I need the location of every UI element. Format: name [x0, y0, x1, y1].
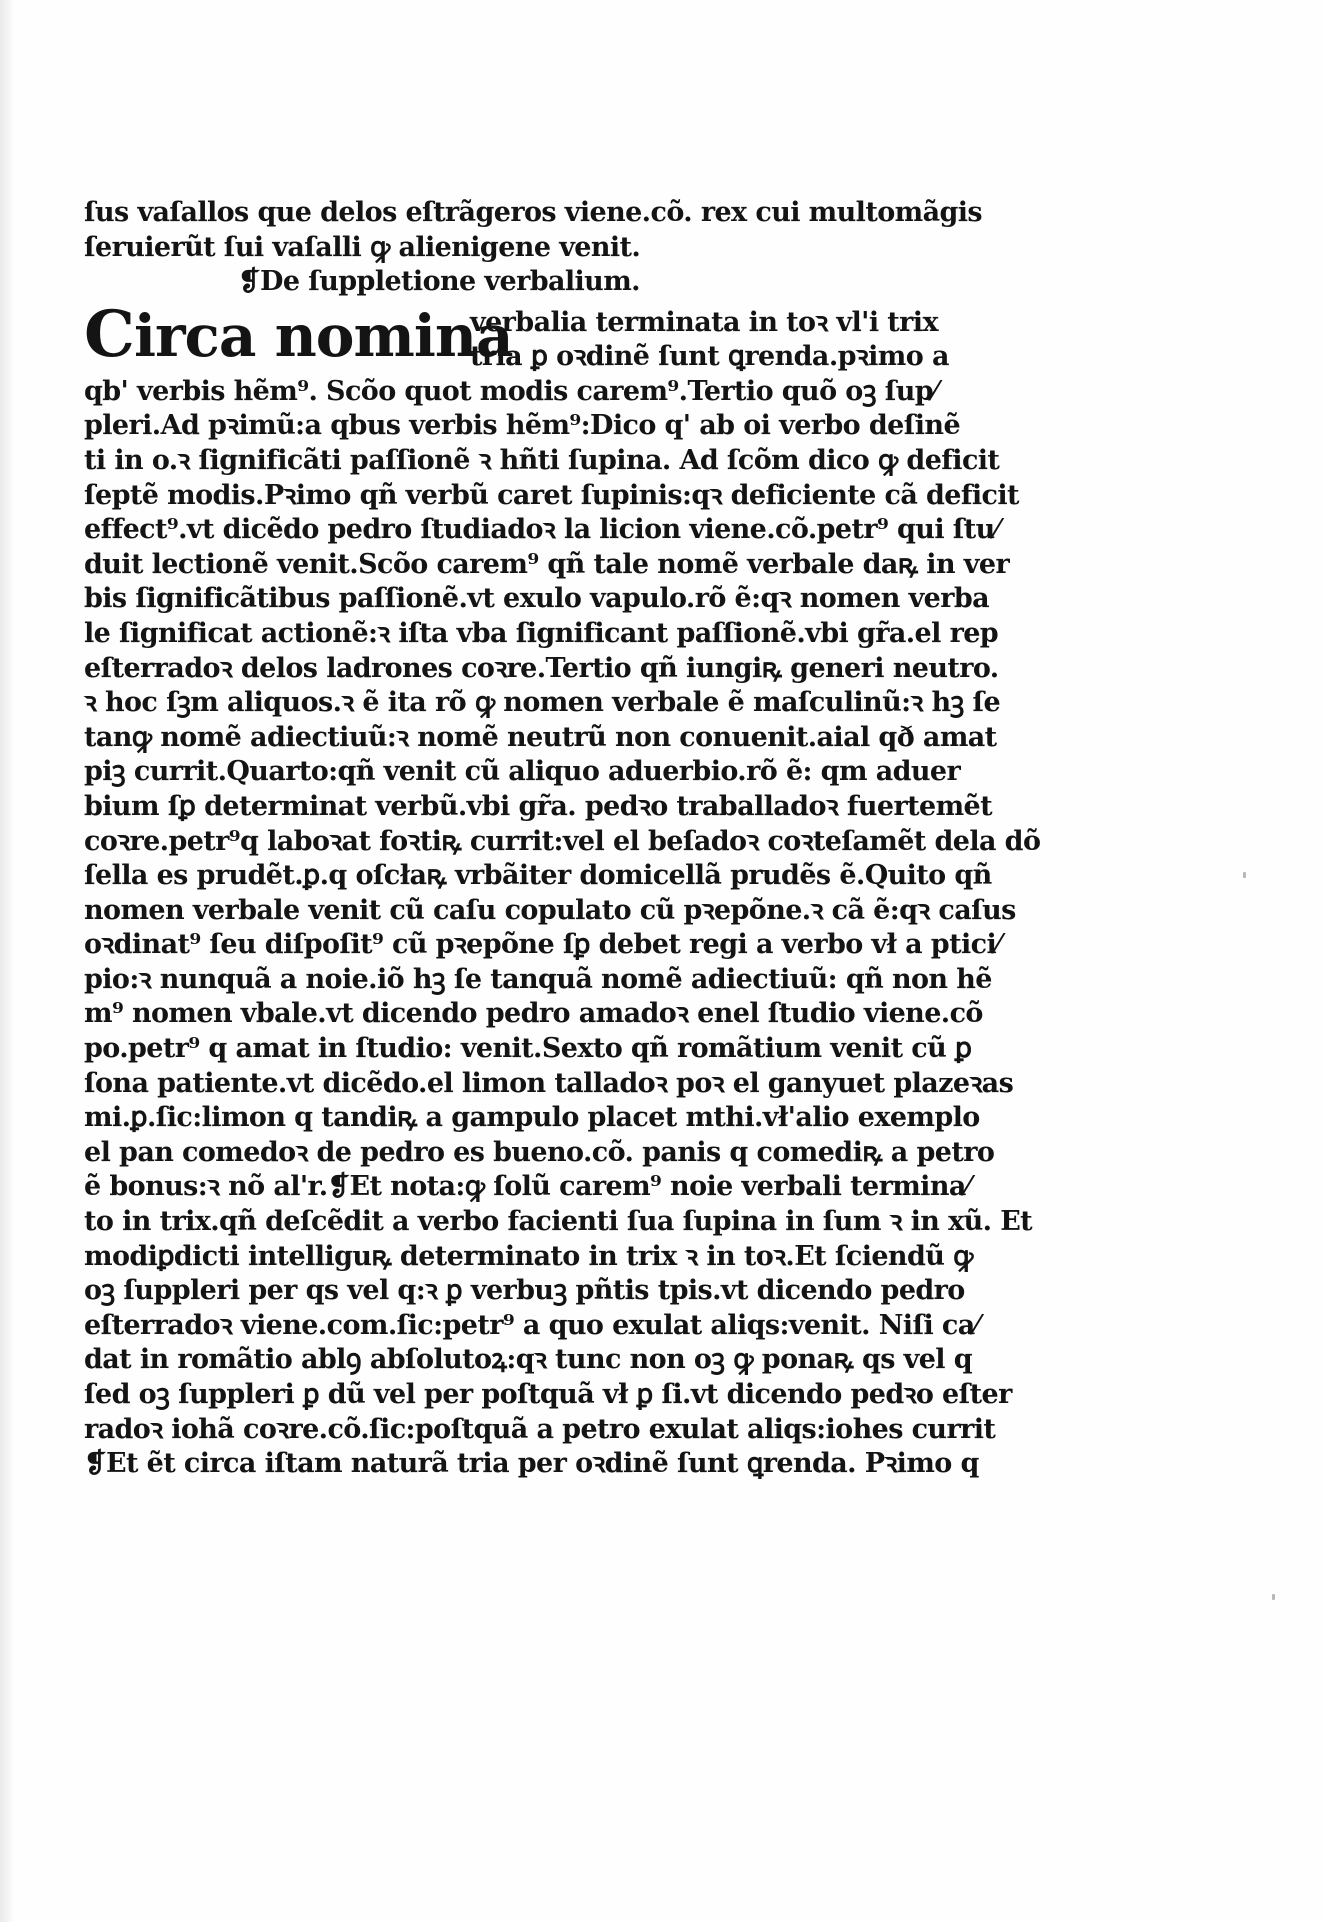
text-line: oꝫ ſuppleri per qs vel q:ꝛ ꝑ verbuꝫ pñtis tpis.vt dicendo pedro	[84, 1275, 965, 1307]
page-edge-shadow	[0, 0, 14, 1922]
opening-lines	[470, 306, 949, 375]
text-line: bium ſꝑ determinat verbũ.vbi gr̃a. pedꝛo traballadoꝛ fuertemẽt	[84, 790, 992, 822]
initial-words	[84, 296, 513, 372]
text-line: ſella es prudẽt.ꝑ.q oſcłaꝶ vrbãiter domicellã prudẽs ẽ.Quito qñ	[84, 860, 992, 892]
text-line: oꝛdinat⁹ ſeu diſpoſit⁹ cũ pꝛepõne ſꝑ debet regi a verbo vł a ptici⁄	[84, 929, 1001, 961]
section-heading: ❡De ſuppletione verbalium.	[238, 266, 640, 298]
text-line: piꝫ currit.Quarto:qñ venit cũ aliquo aduerbio.rõ ẽ: qm aduer	[84, 756, 961, 788]
text-line: verbalia terminata in toꝛ vl'i trix	[470, 306, 938, 338]
text-line: m⁹ nomen vbale.vt dicendo pedro amadoꝛ enel ſtudio viene.cõ	[84, 998, 983, 1030]
text-line: ſeptẽ modis.Pꝛimo qñ verbũ caret ſupinis:qꝛ deficiente cã deficit	[84, 479, 1019, 511]
text-line: radoꝛ iohã coꝛre.cõ.ſic:poſtquã a petro exulat aliqs:iohes currit	[84, 1413, 996, 1445]
text-line: qb' verbis hẽm⁹. Scõo quot modis carem⁹.Tertio quõ oꝫ ſup⁄	[84, 375, 937, 407]
text-line: eſterradoꝛ viene.com.ſic:petr⁹ a quo exulat aliqs:venit. Niſi ca⁄	[84, 1309, 979, 1341]
text-line: to in trix.qñ deſcẽdit a verbo facienti ſua ſupina in ſum ꝛ in xũ. Et	[84, 1206, 1033, 1238]
scan-speck	[1272, 1594, 1275, 1600]
text-line: ſed oꝫ ſuppleri ꝑ dũ vel per poſtquã vł ꝑ ſi.vt dicendo pedꝛo eſter	[84, 1379, 1012, 1410]
text-line: eſterradoꝛ delos ladrones coꝛre.Tertio qñ iungiꝶ generi neutro.	[84, 652, 999, 684]
initial-rest: irca nomina	[133, 301, 513, 370]
text-line: ſona patiente.vt dicẽdo.el limon talladoꝛ poꝛ el ganyuet plazeꝛas	[84, 1067, 1014, 1099]
body-text	[84, 375, 1041, 1482]
text-line: ẽ bonus:ꝛ nõ al'r.❡Et nota:ꝙ ſolũ carem⁹ noie verbali termina⁄	[84, 1171, 970, 1203]
text-block	[84, 196, 1041, 1482]
text-line: le ſignificat actionẽ:ꝛ iſta vba ſignificant paſſionẽ.vbi gr̃a.el rep	[84, 617, 999, 649]
text-line: ſeruierũt ſui vaſalli ꝙ alienigene venit.	[84, 231, 641, 263]
text-line: coꝛre.petr⁹q laboꝛat foꝛtiꝶ currit:vel el beſadoꝛ coꝛteſamẽt dela dõ	[84, 825, 1041, 857]
text-line: ti in o.ꝛ ſignificãti paſſionẽ ꝛ hñti ſupina. Ad ſcõm dico ꝙ deficit	[84, 444, 1000, 476]
text-line: tria ꝑ oꝛdinẽ ſunt ꝗrenda.pꝛimo a	[470, 341, 949, 373]
text-line: tanꝙ nomẽ adiectiuũ:ꝛ nomẽ neutrũ non conuenit.aial qð amat	[84, 721, 997, 753]
text-line: pio:ꝛ nunquã a noie.iõ hꝫ ſe tanquã nomẽ adiectiuũ: qñ non hẽ	[84, 963, 992, 995]
text-line: modiꝑdicti intelliguꝶ determinato in trix ꝛ in toꝛ.Et ſciendũ ꝙ	[84, 1240, 973, 1272]
text-line: effect⁹.vt dicẽdo pedro ſtudiadoꝛ la licion viene.cõ.petr⁹ qui ſtu⁄	[84, 514, 999, 546]
text-line: pleri.Ad pꝛimũ:a qbus verbis hẽm⁹:Dico q' ab oi verbo deſinẽ	[84, 410, 961, 442]
text-line: po.petr⁹ q amat in ſtudio: venit.Sexto qñ romãtium venit cũ ꝑ	[84, 1033, 972, 1065]
text-line: ꝛ hoc ſꝫm aliquos.ꝛ ẽ ita rõ ꝙ nomen verbale ẽ maſculinũ:ꝛ hꝫ ſe	[84, 687, 1001, 719]
scan-speck	[1243, 872, 1246, 878]
text-line: nomen verbale venit cũ caſu copulato cũ pꝛepõne.ꝛ cã ẽ:qꝛ caſus	[84, 894, 1016, 926]
text-line: duit lectionẽ venit.Scõo carem⁹ qñ tale nomẽ verbale daꝶ in ver	[84, 548, 1010, 580]
opening-paragraph-start	[84, 296, 949, 375]
text-line: el pan comedoꝛ de pedro es bueno.cõ. panis q comediꝶ a petro	[84, 1136, 995, 1168]
text-line: bis ſignificãtibus paſſionẽ.vt exulo vapulo.rõ ẽ:qꝛ nomen verba	[84, 583, 990, 615]
text-line: ſus vaſallos que delos eſtrãgeros viene.cõ. rex cui multomãgis	[84, 197, 983, 228]
text-line: dat in romãtio ablꝯ abſolutoꝝ:qꝛ tunc non oꝫ ꝙ ponaꝶ qs vel q	[84, 1344, 973, 1376]
drop-cap: C	[84, 296, 134, 372]
text-line: ❡Et ẽt circa iſtam naturã tria per oꝛdinẽ ſunt ꝗrenda. Pꝛimo q	[84, 1448, 979, 1480]
text-line: mi.ꝑ.ſic:limon q tandiꝶ a gampulo placet mthi.vł'alio exemplo	[84, 1102, 980, 1134]
